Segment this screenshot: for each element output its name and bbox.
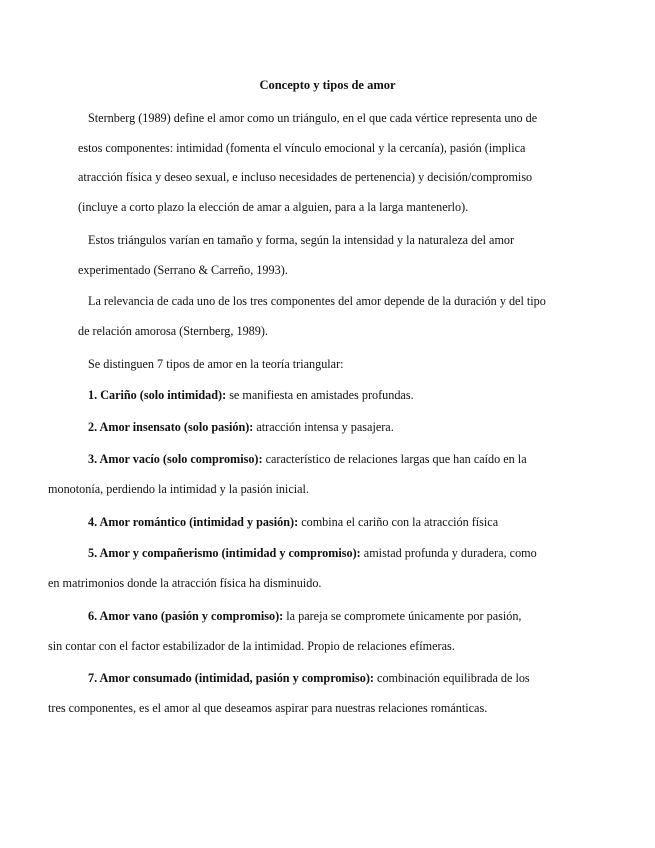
love-type-1: [88, 381, 414, 411]
text-line: experimentado (Serrano & Carreño, 1993).: [78, 262, 288, 277]
love-type-description: atracción intensa y pasajera.: [253, 420, 394, 434]
text-line: sin contar con el factor estabilizador de la intimidad. Propio de relaciones efímeras.: [48, 638, 455, 653]
text-line: tres componentes, es el amor al que deseamos aspirar para nuestras relaciones románticas.: [48, 700, 488, 715]
love-type-5: [48, 539, 537, 598]
love-type-label: 6. Amor vano (pasión y compromiso):: [88, 609, 284, 623]
love-type-label: 2. Amor insensato (solo pasión):: [88, 420, 254, 434]
text-line: monotonía, perdiendo la intimidad y la pasión inicial.: [48, 481, 309, 496]
text-line: Sternberg (1989) define el amor como un triángulo, en el que cada vértice representa uno de: [88, 111, 538, 125]
love-type-2: [88, 413, 394, 443]
love-type-6: [48, 602, 521, 661]
love-type-description: amistad profunda y duradera, como: [360, 546, 537, 560]
text-line: Estos triángulos varían en tamaño y forma, según la intensidad y la naturaleza del amor: [88, 233, 515, 247]
list-item: [48, 664, 530, 694]
text-line: Se distinguen 7 tipos de amor en la teoría triangular:: [88, 357, 344, 371]
text-line: (incluye a corto plazo la elección de amar a alguien, para a la larga mantenerlo).: [78, 199, 469, 214]
text-line: estos componentes: intimidad (fomenta el vínculo emocional y la cercanía), pasión (implica: [78, 140, 526, 155]
text-line: de relación amorosa (Sternberg, 1989).: [78, 323, 268, 338]
paragraph-sternberg-definition: [78, 104, 537, 222]
love-type-label: 4. Amor romántico (intimidad y pasión):: [88, 515, 299, 529]
love-type-description: la pareja se compromete únicamente por pasión,: [283, 609, 522, 623]
love-type-description: combinación equilibrada de los: [373, 671, 530, 685]
paragraph-triangle-variation: [78, 226, 514, 285]
love-type-description: se manifiesta en amistades profundas.: [226, 388, 414, 402]
love-type-description: combina el cariño con la atracción física: [298, 515, 499, 529]
list-item: [88, 381, 414, 411]
text-line: atracción física y deseo sexual, e incluso necesidades de pertenencia) y decisión/compromiso: [78, 170, 533, 184]
paragraph-component-relevance: [78, 287, 546, 346]
text-line: La relevancia de cada uno de los tres componentes del amor depende de la duración y del tipo: [88, 294, 546, 308]
list-item: [48, 445, 527, 475]
love-type-label: 7. Amor consumado (intimidad, pasión y compromiso):: [88, 671, 374, 685]
list-item: [48, 539, 537, 569]
love-type-label: 1. Cariño (solo intimidad):: [88, 388, 227, 402]
love-type-label: 3. Amor vacío (solo compromiso):: [88, 452, 263, 466]
document-title: Concepto y tipos de amor: [259, 78, 396, 92]
list-item: [88, 508, 498, 538]
love-type-7: [48, 664, 530, 723]
love-type-label: 5. Amor y compañerismo (intimidad y compromiso):: [88, 546, 361, 560]
list-item: [88, 413, 394, 443]
text-line: en matrimonios donde la atracción física ha disminuido.: [48, 575, 322, 590]
love-type-4: [88, 508, 498, 538]
love-type-3: [48, 445, 527, 504]
paragraph-types-intro: [88, 350, 344, 380]
list-item: [48, 602, 521, 632]
love-type-description: característico de relaciones largas que han caído en la: [262, 452, 527, 466]
